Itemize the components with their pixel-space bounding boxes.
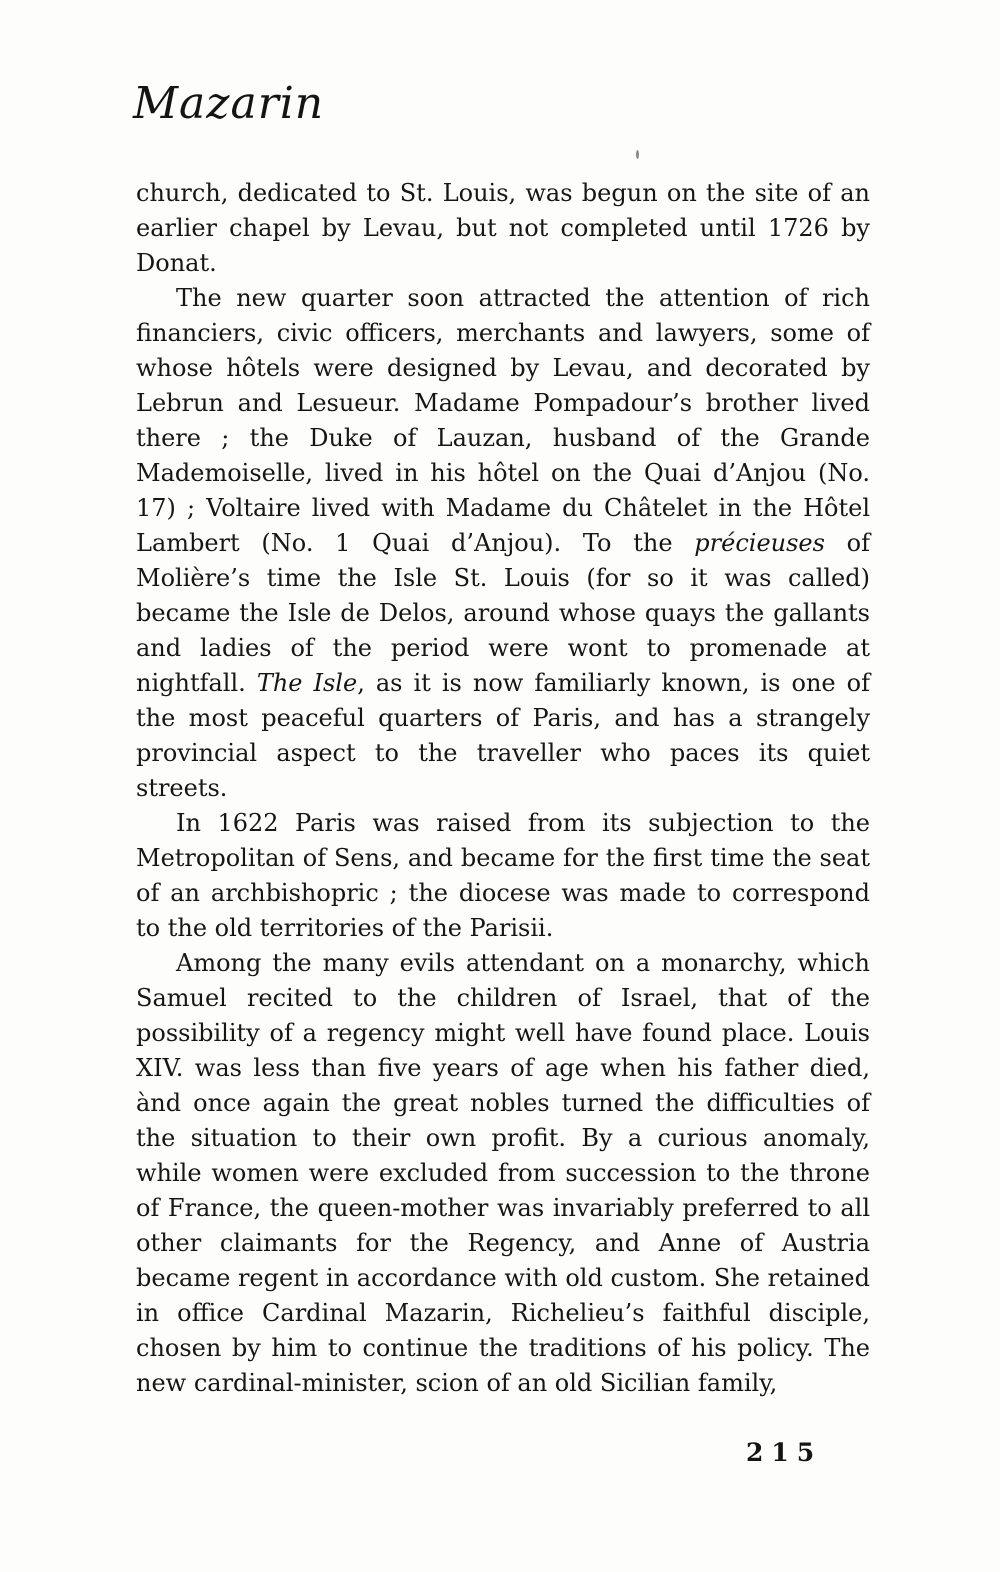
text-run: Among the many evils attendant on a monarchy, which Samuel recited to the children of Israel, that of the possibility of a regency might well have found place. Louis XIV. was less than five years of age when his father died, ànd once again the great nobles turned the difficulties of the situation to their own profit. By a curious anomaly, while women were excluded from succession to the throne of France, the queen-mother was invariably preferred to all other claimants for the Regency, and Anne of Austria became regent in accordance with old custom. She retained in office Cardinal Mazarin, Richelieu’s faithful disciple, chosen by him to continue the traditions of his policy. The new cardinal-minister, scion of an old Sicilian family, <box>136 949 870 1397</box>
text-run: church, dedicated to St. Louis, was begun on the site of an earlier chapel by Levau, but not completed until 1726 by Donat. <box>136 179 870 277</box>
page-number: 215 <box>746 1438 823 1467</box>
italic-text-run: The Isle <box>256 669 358 697</box>
text-run: In 1622 Paris was raised from its subjection to the Metropolitan of Sens, and became for the first time the seat of an archbishopric ; the diocese was made to correspond to the old territories of the Parisii. <box>136 809 870 942</box>
text-run: of Molière’s time the Isle St. Louis (for so it was called) became the Isle de Delos, around whose quays the gallants and ladies of the period were wont to promenade at nightfall. <box>136 529 871 697</box>
paragraph <box>136 806 870 946</box>
paragraph <box>136 281 870 806</box>
italic-text-run: précieuses <box>694 529 825 557</box>
paragraph <box>136 176 870 281</box>
page-heading: Mazarin <box>133 78 325 129</box>
text-block <box>136 176 870 1401</box>
print-speck <box>636 150 639 159</box>
text-run: , as it is now familiarly known, is one of the most peaceful quarters of Paris, and has a strangely provincial aspect to the traveller who paces its quiet streets. <box>136 669 870 802</box>
text-run: The new quarter soon attracted the attention of rich financiers, civic officers, merchants and lawyers, some of whose hôtels were designed by Levau, and decorated by Lebrun and Lesueur. Madame Pompadour’s brother lived there ; the Duke of Lauzan, husband of the Grande Mademoiselle, lived in his hôtel on the Quai d’Anjou (No. 17) ; Voltaire lived with Madame du Châtelet in the Hôtel Lambert (No. 1 Quai d’Anjou). To the <box>136 284 870 557</box>
paragraph <box>136 946 870 1401</box>
